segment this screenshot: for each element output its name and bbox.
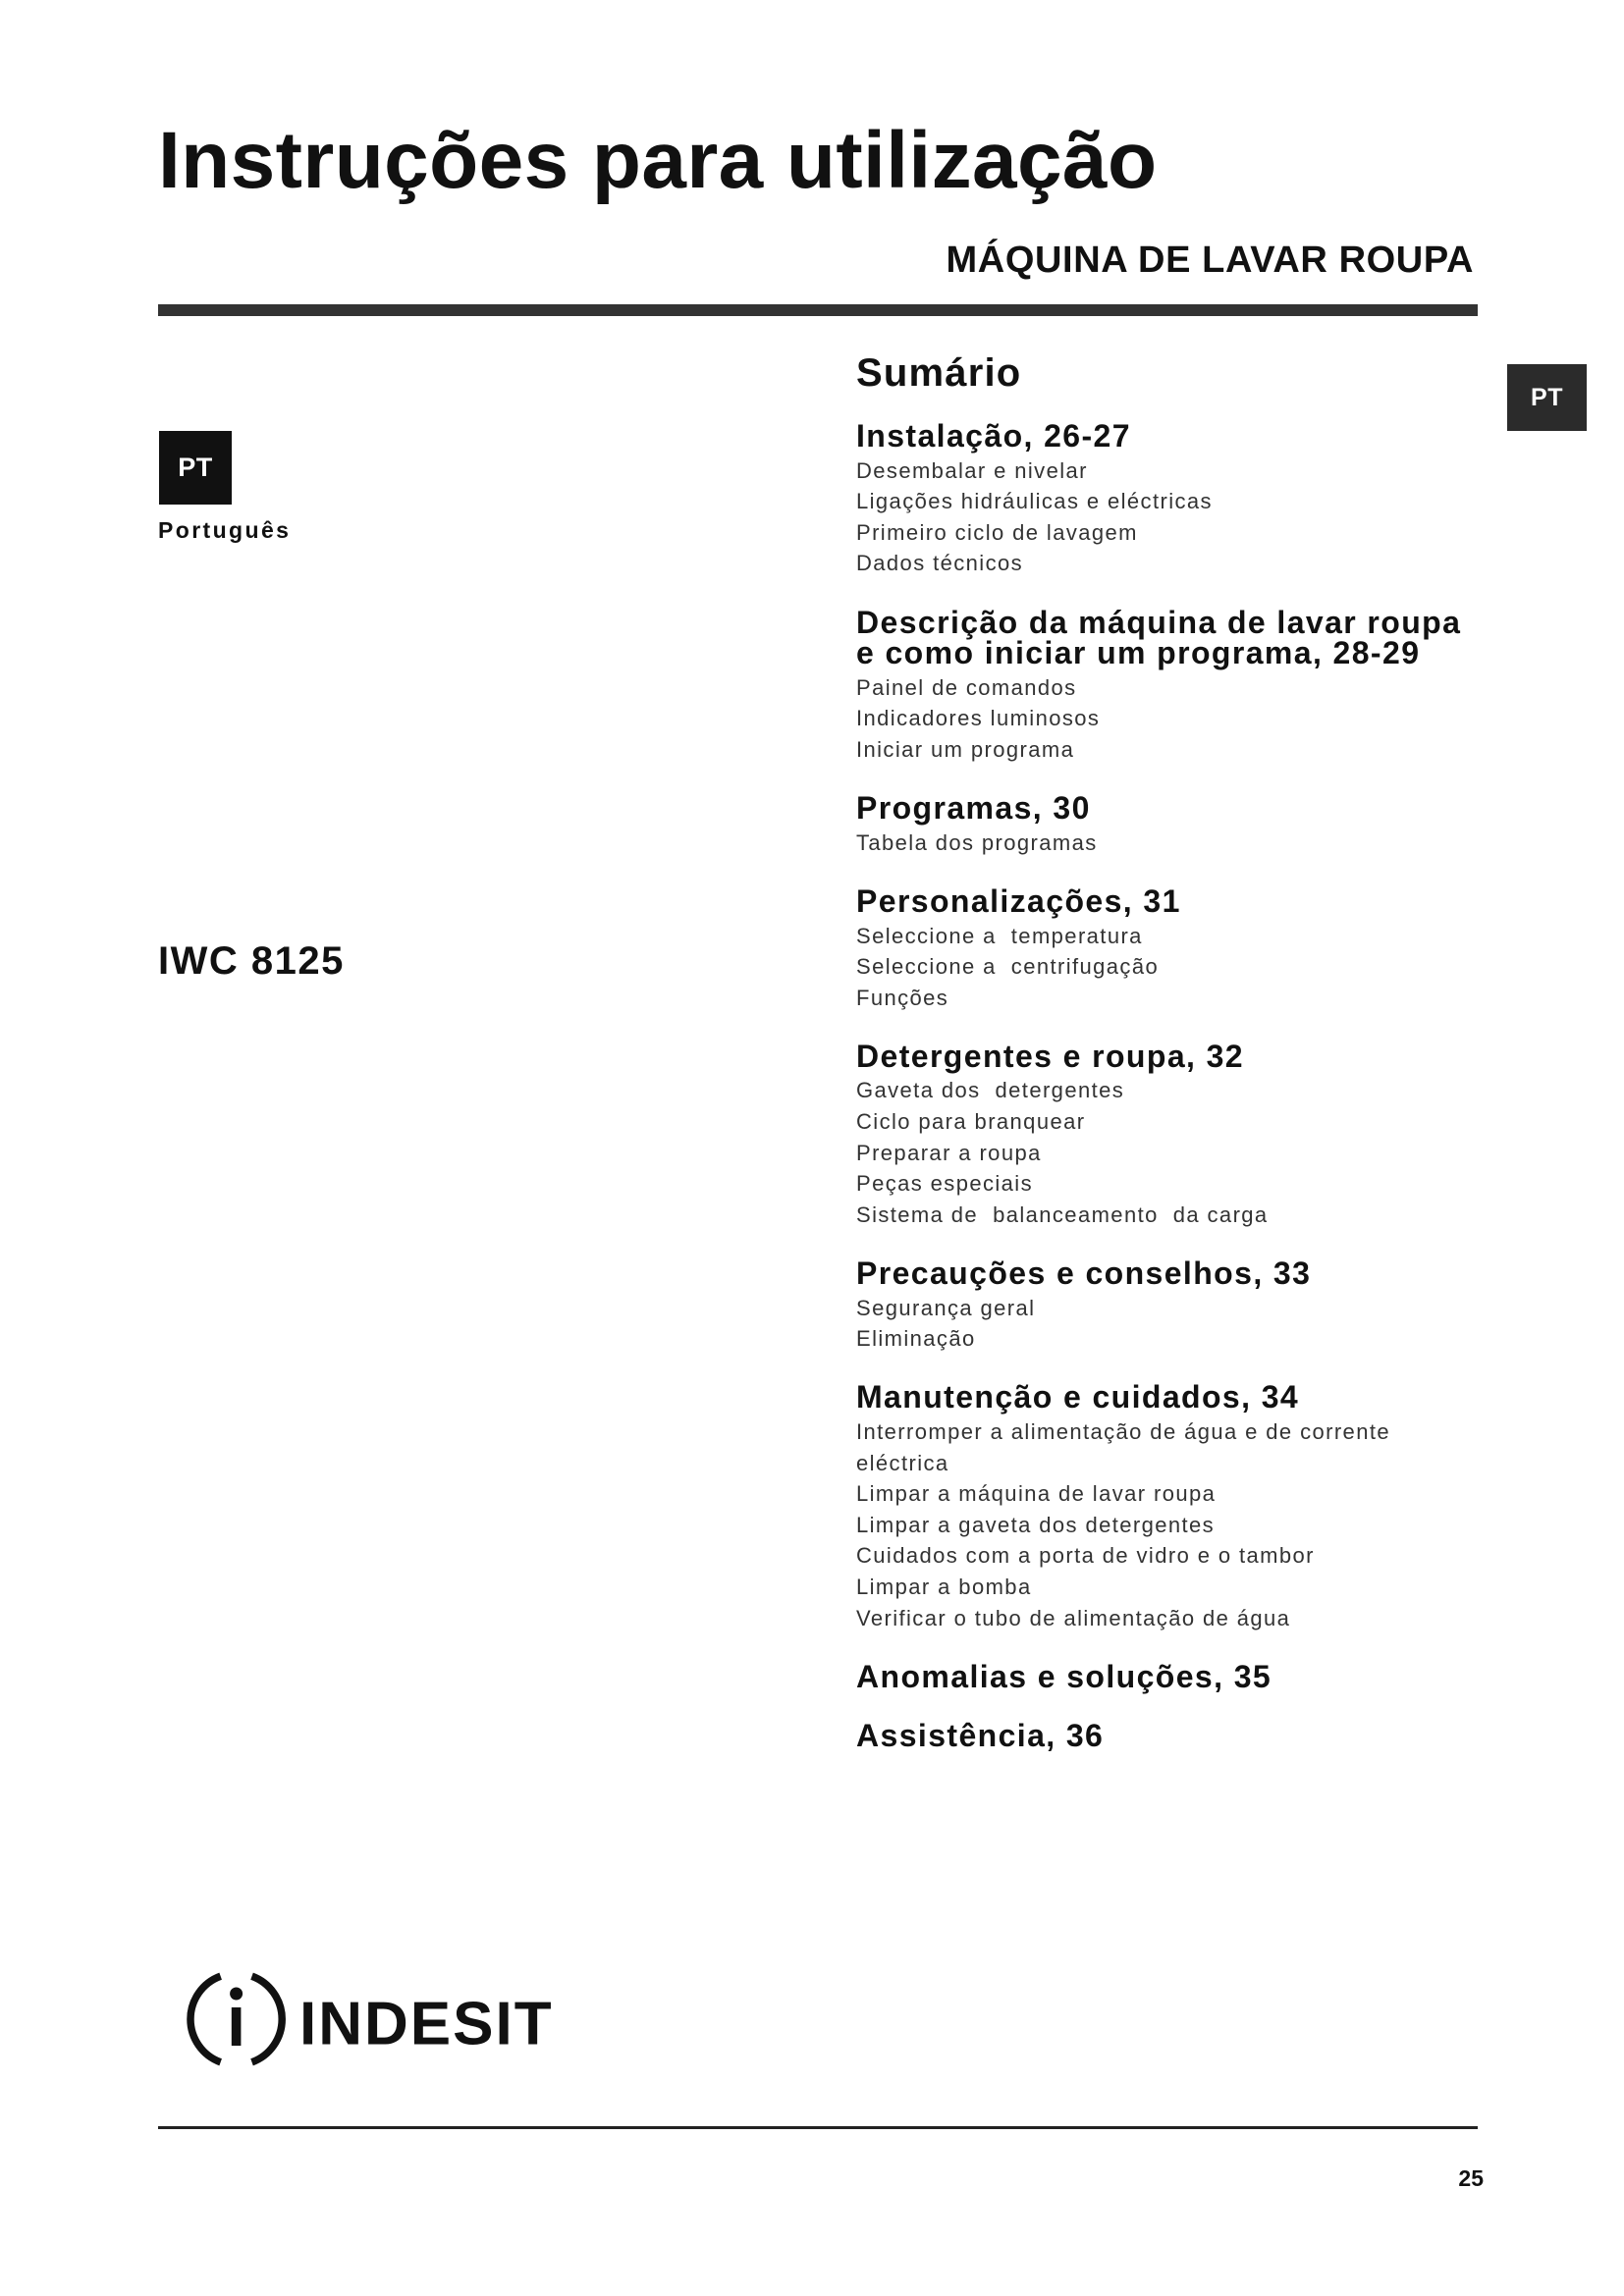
toc-item: Verificar o tubo de alimentação de água xyxy=(856,1605,1291,1630)
toc-item: Ciclo para branquear xyxy=(856,1109,1086,1135)
toc-item: Seleccione a centrifugação xyxy=(856,954,1160,980)
section-title-line: Descrição da máquina de lavar roupa xyxy=(856,604,1462,640)
page-title: Instruções para utilização xyxy=(158,116,1158,205)
section-title: Anomalias e soluções, 35 xyxy=(856,1658,1272,1694)
toc-section-description xyxy=(856,604,1485,766)
toc-item: Sistema de balanceamento da carga xyxy=(856,1201,1269,1227)
toc-item: Segurança geral xyxy=(856,1295,1036,1320)
table-of-contents xyxy=(856,350,1485,1752)
section-title: Precauções e conselhos, 33 xyxy=(856,1255,1312,1292)
header-divider xyxy=(158,304,1478,316)
toc-section-maintenance xyxy=(856,1379,1485,1633)
language-tab xyxy=(1507,364,1587,431)
footer-divider xyxy=(158,2126,1478,2129)
section-title: Assistência, 36 xyxy=(856,1717,1105,1753)
toc-item: Preparar a roupa xyxy=(856,1140,1042,1165)
section-title: Manutenção e cuidados, 34 xyxy=(856,1379,1300,1415)
language-badge xyxy=(159,431,232,505)
section-items xyxy=(856,1290,1485,1355)
section-items xyxy=(856,918,1485,1014)
model-number: IWC 8125 xyxy=(158,939,345,983)
section-title: Programas, 30 xyxy=(856,790,1091,827)
language-name: Português xyxy=(158,517,292,543)
section-title: Personalizações, 31 xyxy=(856,882,1181,919)
toc-item: Seleccione a temperatura xyxy=(856,923,1143,948)
toc-item: Tabela dos programas xyxy=(856,829,1098,855)
toc-item: Gaveta dos detergentes xyxy=(856,1078,1125,1103)
toc-section-programs xyxy=(856,790,1485,858)
toc-item: Indicadores luminosos xyxy=(856,706,1101,731)
toc-section-precautions xyxy=(856,1255,1485,1355)
language-badge-code: PT xyxy=(178,453,213,482)
section-items xyxy=(856,1414,1485,1633)
page-number: 25 xyxy=(1458,2165,1484,2191)
toc-heading: Sumário xyxy=(856,351,1022,395)
toc-section-troubleshooting xyxy=(856,1658,1485,1694)
toc-section-detergents xyxy=(856,1038,1485,1231)
section-title: Detergentes e roupa, 32 xyxy=(856,1038,1244,1074)
toc-item: Painel de comandos xyxy=(856,674,1077,700)
logo-wordmark: INDESIT xyxy=(299,1990,554,2058)
toc-section-installation xyxy=(856,418,1485,579)
page-subtitle: MÁQUINA DE LAVAR ROUPA xyxy=(946,240,1474,281)
toc-section-customisation xyxy=(856,882,1485,1013)
language-tab-label: PT xyxy=(1531,383,1563,411)
toc-item: Cuidados com a porta de vidro e o tambor xyxy=(856,1543,1315,1569)
indesit-i-circle-icon xyxy=(190,1976,282,2062)
toc-item: Desembalar e nivelar xyxy=(856,457,1088,483)
toc-section-assistance xyxy=(856,1717,1485,1753)
toc-item-line: Interromper a alimentação de água e de corrente xyxy=(856,1419,1390,1444)
section-title: Instalação, 26-27 xyxy=(856,418,1131,454)
toc-item-line: eléctrica xyxy=(856,1450,949,1475)
section-title-line: e como iniciar um programa, 28-29 xyxy=(856,635,1421,671)
toc-item: Funções xyxy=(856,985,949,1010)
toc-item: Dados técnicos xyxy=(856,551,1024,576)
toc-item: Peças especiais xyxy=(856,1171,1033,1197)
section-items xyxy=(856,453,1485,579)
section-items xyxy=(856,1072,1485,1230)
toc-item: Primeiro ciclo de lavagem xyxy=(856,519,1138,545)
toc-item: Ligações hidráulicas e eléctricas xyxy=(856,489,1213,514)
toc-item: Iniciar um programa xyxy=(856,736,1075,762)
section-items xyxy=(856,825,1485,859)
toc-item: Eliminação xyxy=(856,1326,976,1352)
section-items xyxy=(856,669,1485,766)
toc-item: Limpar a bomba xyxy=(856,1574,1032,1599)
toc-item: Limpar a gaveta dos detergentes xyxy=(856,1512,1216,1537)
toc-item: Limpar a máquina de lavar roupa xyxy=(856,1481,1217,1507)
indesit-logo xyxy=(177,1963,569,2081)
